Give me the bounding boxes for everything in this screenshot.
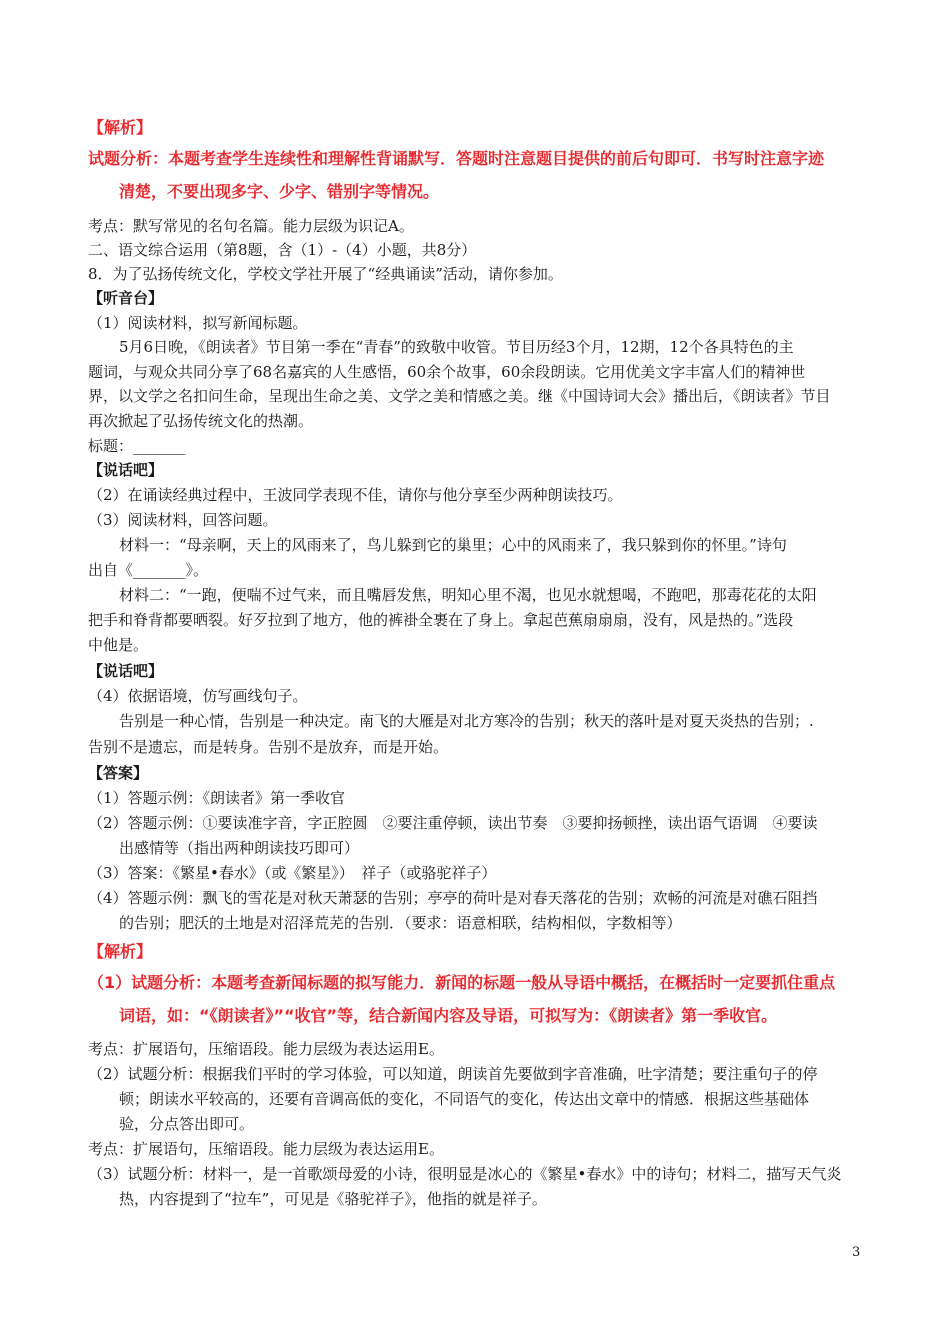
text-line: （2）在诵读经典过程中，王波同学表现不佳，请你与他分享至少两种朗读技巧。 [88, 486, 623, 504]
analysis-line: 词语，如：“《朗读者》”“收官”等，结合新闻内容及导语，可拟写为：《朗读者》第一季收官。 [119, 1006, 778, 1025]
text-line: 出感情等（指出两种朗读技巧即可） [119, 839, 360, 857]
analysis-line: 试题分析：本题考查学生连续性和理解性背诵默写．答题时注意题目提供的前后句即可．书写时注意字迹 [88, 149, 825, 168]
speaking-heading: 【说话吧】 [88, 461, 164, 479]
text-line: 题词，与观众共同分享了68名嘉宾的人生感悟，60余个故事，60余段朗读。它用优美文字丰富人们的精神世 [88, 363, 806, 381]
section-heading: 二、语文综合运用（第8题，含（1）-（4）小题，共8分） [88, 241, 477, 259]
text-line: 把手和脊背都要晒裂。好歹拉到了地方，他的裤褂全裹在了身上。拿起芭蕉扇扇扇，没有，风是热的。”选段 [88, 611, 794, 629]
analysis-line: 清楚，不要出现多字、少字、错别字等情况。 [119, 182, 440, 201]
text-line: 热，内容提到了“拉车”，可见是《骆驼祥子》，他指的就是祥子。 [119, 1190, 547, 1208]
text-line: （2）答题示例：①要读准字音，字正腔圆 ②要注重停顿，读出节奏 ③要抑扬顿挫，读出语气语调 ④要读 [88, 814, 818, 832]
text-line: （1）答题示例：《朗读者》第一季收官 [88, 789, 346, 807]
text-line: 再次掀起了弘扬传统文化的热潮。 [88, 412, 314, 430]
text-line: 材料二：“一跑，便喘不过气来，而且嘴唇发焦，明知心里不渴，也见水就想喝，不跑吧，那毒花花的太阳 [119, 586, 817, 604]
text-line: （2）试题分析：根据我们平时的学习体验，可以知道，朗读首先要做到字音准确，吐字清楚；要注重句子的停 [88, 1065, 818, 1083]
text-line: 界，以文学之名扣问生命，呈现出生命之美、文学之美和情感之美。继《中国诗词大会》播出后，《朗读者》节目 [88, 387, 831, 405]
question-8: 8．为了弘扬传统文化，学校文学社开展了“经典诵读”活动，请你参加。 [88, 265, 563, 283]
text-line: 5月6日晚，《朗读者》节目第一季在“青春”的致敬中收管。节目历经3个月，12期，12个各具特色的主 [119, 338, 794, 356]
text-line: 告别不是遗忘，而是转身。告别不是放弃，而是开始。 [88, 738, 449, 756]
text-line: 验，分点答出即可。 [119, 1115, 255, 1133]
text-line: 中他是。 [88, 636, 149, 654]
text-line: 考点：扩展语句，压缩语段。能力层级为表达运用E。 [88, 1040, 444, 1058]
speaking-heading: 【说话吧】 [88, 662, 164, 680]
text-line: 考点：默写常见的名句名篇。能力层级为识记A。 [88, 217, 414, 235]
page-number: 3 [852, 1245, 861, 1260]
text-line: （4）答题示例：飘飞的雪花是对秋天萧瑟的告别；亭亭的荷叶是对春天落花的告别；欢畅的河流是对礁石阻挡 [88, 889, 818, 907]
title-blank: 标题：_______ [88, 437, 186, 455]
text-line: 考点：扩展语句，压缩语段。能力层级为表达运用E。 [88, 1140, 444, 1158]
text-line: （3）阅读材料，回答问题。 [88, 511, 278, 529]
text-line: 顿；朗读水平较高的，还要有音调高低的变化，不同语气的变化，传达出文章中的情感．根据这些基础体 [119, 1090, 810, 1108]
answer-heading: 【答案】 [88, 764, 149, 782]
text-line: （4）依据语境，仿写画线句子。 [88, 687, 308, 705]
analysis-line: （1）试题分析：本题考查新闻标题的拟写能力．新闻的标题一般从导语中概括，在概括时一定要抓住重点 [88, 973, 836, 992]
text-line: （1）阅读材料，拟写新闻标题。 [88, 314, 308, 332]
text-line: （3）答案：《繁星•春水》（或《繁星》） 祥子（或骆驼祥子） [88, 864, 497, 882]
text-line: 的告别；肥沃的土地是对沼泽荒芜的告别．（要求：语意相联，结构相似，字数相等） [119, 914, 682, 932]
text-line: （3）试题分析：材料一，是一首歌颂母爱的小诗，很明显是冰心的《繁星•春水》中的诗句；材料二，描写天气炎 [88, 1165, 842, 1183]
analysis-heading: 【解析】 [88, 942, 153, 961]
analysis-heading: 【解析】 [88, 118, 153, 137]
text-line: 出自《_______》。 [88, 561, 209, 579]
text-line: 告别是一种心情，告别是一种决定。南飞的大雁是对北方寒冷的告别；秋天的落叶是对夏天炎热的告别；. [119, 712, 814, 730]
text-line: 材料一：“母亲啊，天上的风雨来了，鸟儿躲到它的巢里；心中的风雨来了，我只躲到你的怀里。”诗句 [119, 536, 787, 554]
listening-heading: 【听音台】 [88, 289, 164, 307]
